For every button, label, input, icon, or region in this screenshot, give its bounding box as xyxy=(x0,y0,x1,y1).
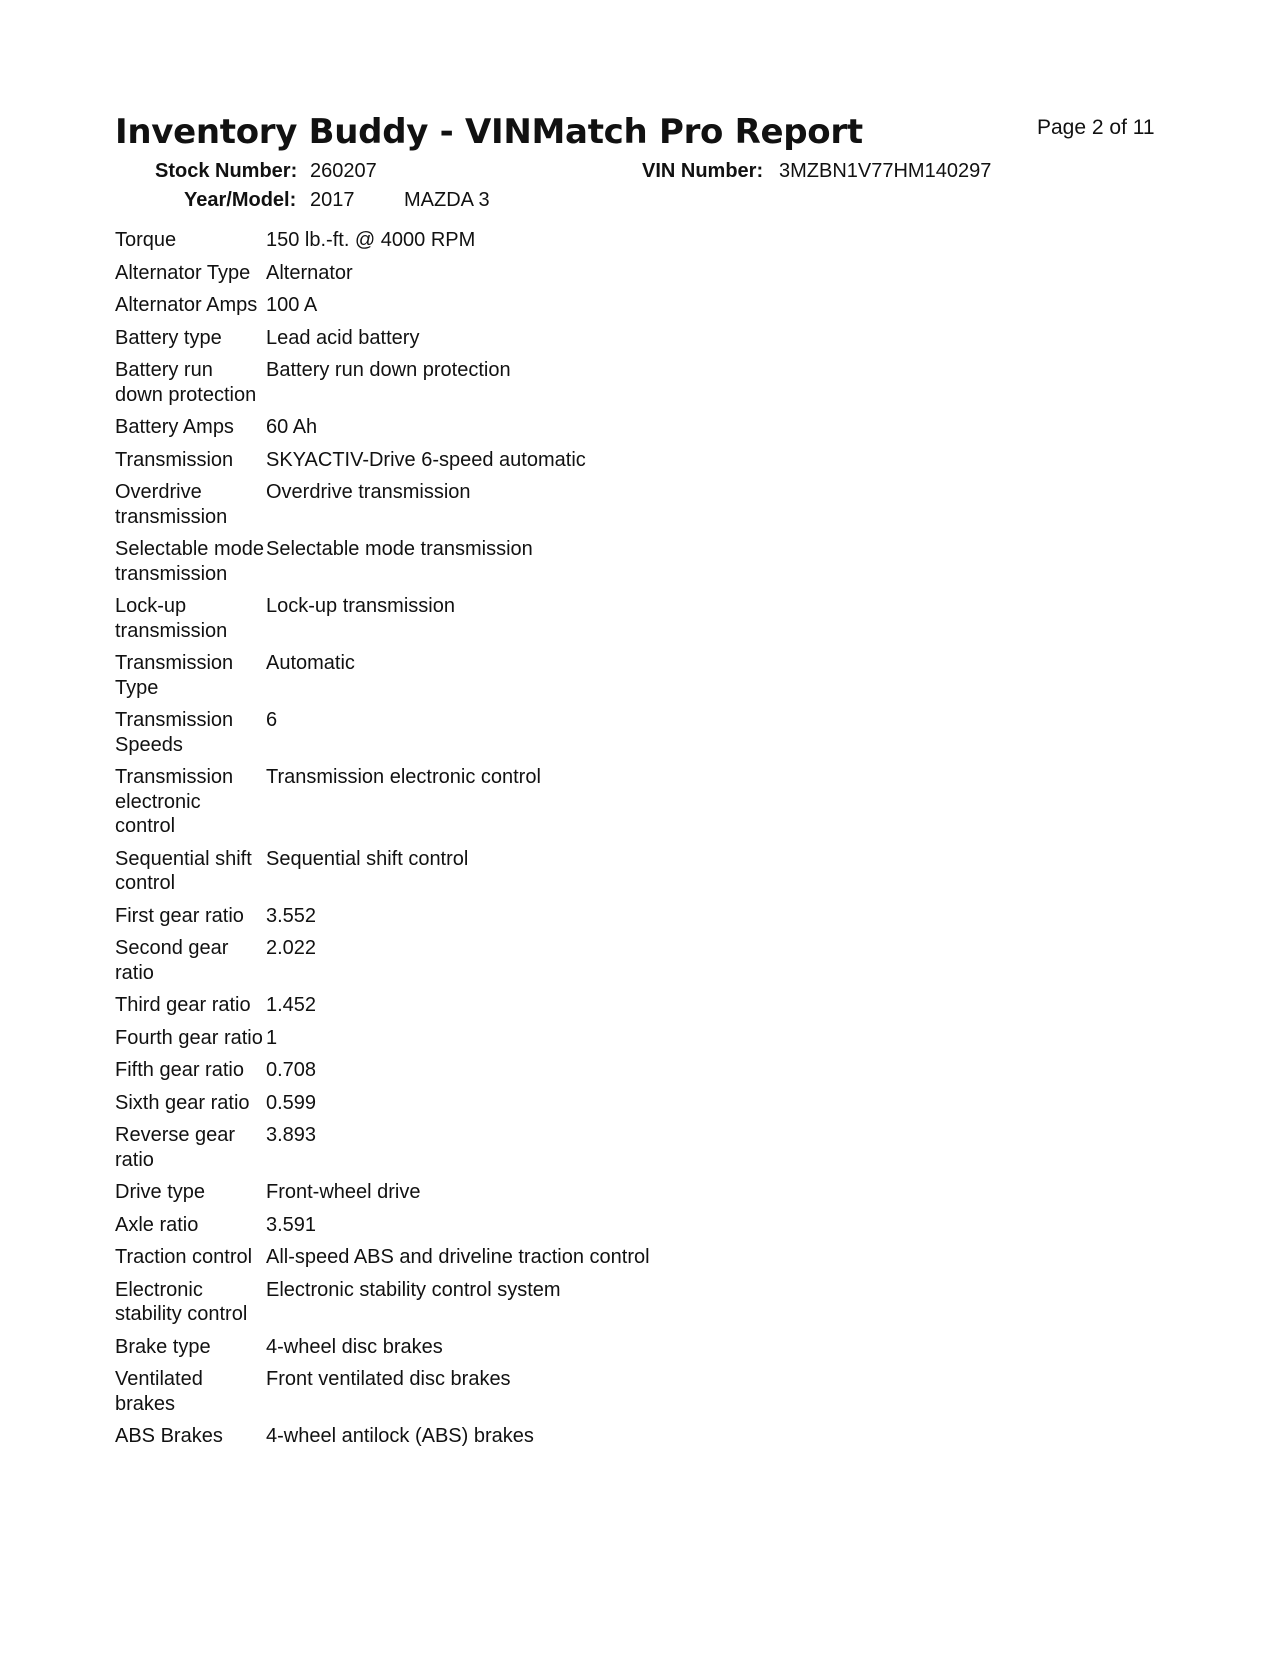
spec-row xyxy=(115,261,755,294)
spec-row xyxy=(115,228,755,261)
spec-value: 0.599 xyxy=(266,1091,317,1114)
spec-value: 0.708 xyxy=(266,1059,317,1081)
spec-value: Automatic xyxy=(266,652,355,674)
spec-name: Reverse gear ratio xyxy=(115,1124,236,1171)
spec-row xyxy=(115,1123,755,1180)
spec-name: Sequential shift control xyxy=(115,847,252,894)
spec-name: Battery type xyxy=(115,326,222,349)
spec-name: Transmission Type xyxy=(115,652,234,699)
spec-value: 3.591 xyxy=(266,1213,317,1236)
spec-row xyxy=(115,1180,755,1213)
spec-value: Lock-up transmission xyxy=(266,595,455,617)
spec-row xyxy=(115,415,755,448)
spec-name: Second gear ratio xyxy=(115,937,229,984)
page-number: Page 2 of 11 xyxy=(1037,116,1155,139)
spec-value: 100 A xyxy=(266,294,318,316)
spec-value: All-speed ABS and driveline traction control xyxy=(266,1246,650,1268)
spec-row xyxy=(115,993,755,1026)
spec-name: Overdrive transmission xyxy=(115,481,228,528)
spec-value: 60 Ah xyxy=(266,416,318,438)
spec-value: Alternator xyxy=(266,261,353,284)
spec-name: Battery Amps xyxy=(115,416,234,438)
spec-value: 3.552 xyxy=(266,904,317,927)
spec-row xyxy=(115,326,755,359)
spec-value: 1.452 xyxy=(266,994,317,1016)
spec-value: Sequential shift control xyxy=(266,847,469,870)
spec-value: Lead acid battery xyxy=(266,326,420,349)
spec-row xyxy=(115,1367,755,1424)
spec-name: ABS Brakes xyxy=(115,1425,223,1447)
vin-number-value: 3MZBN1V77HM140297 xyxy=(779,160,992,182)
spec-row xyxy=(115,765,755,847)
spec-row xyxy=(115,1026,755,1059)
stock-number-label: Stock Number: xyxy=(155,160,298,182)
spec-name: Alternator Amps xyxy=(115,294,258,316)
spec-row xyxy=(115,1245,755,1278)
spec-name: Transmission electronic control xyxy=(115,766,234,837)
spec-value: Overdrive transmission xyxy=(266,481,471,503)
spec-name: Fourth gear ratio xyxy=(115,1026,263,1049)
spec-name: Battery run down protection xyxy=(115,359,257,406)
spec-row xyxy=(115,1424,755,1457)
spec-row xyxy=(115,480,755,537)
spec-value: 4-wheel antilock (ABS) brakes xyxy=(266,1425,534,1447)
spec-value: Electronic stability control system xyxy=(266,1278,561,1301)
spec-name: Transmission Speeds xyxy=(115,709,234,756)
spec-name: Sixth gear ratio xyxy=(115,1091,250,1114)
spec-value: 3.893 xyxy=(266,1124,317,1146)
spec-value: 6 xyxy=(266,709,278,731)
spec-name: Third gear ratio xyxy=(115,994,251,1016)
spec-name: First gear ratio xyxy=(115,904,244,927)
spec-name: Drive type xyxy=(115,1181,206,1203)
spec-value: 150 lb.-ft. @ 4000 RPM xyxy=(266,229,476,251)
spec-name: Fifth gear ratio xyxy=(115,1059,244,1081)
spec-row xyxy=(115,651,755,708)
spec-table xyxy=(115,228,755,1457)
spec-row xyxy=(115,847,755,904)
year-value: 2017 xyxy=(310,189,355,211)
spec-row xyxy=(115,904,755,937)
spec-name: Torque xyxy=(115,229,177,251)
spec-row xyxy=(115,1335,755,1368)
spec-value: 1 xyxy=(266,1026,278,1049)
spec-value: 4-wheel disc brakes xyxy=(266,1335,443,1358)
spec-name: Lock-up transmission xyxy=(115,595,228,642)
spec-name: Axle ratio xyxy=(115,1213,199,1236)
model-value: MAZDA 3 xyxy=(404,189,490,211)
spec-name: Electronic stability control xyxy=(115,1278,248,1325)
spec-value: 2.022 xyxy=(266,937,317,959)
spec-row xyxy=(115,594,755,651)
spec-name: Ventilated brakes xyxy=(115,1368,203,1415)
stock-number-value: 260207 xyxy=(310,160,377,182)
spec-row xyxy=(115,708,755,765)
spec-name: Transmission xyxy=(115,448,234,471)
year-model-label: Year/Model: xyxy=(184,189,297,211)
spec-row xyxy=(115,293,755,326)
spec-row xyxy=(115,448,755,481)
spec-row xyxy=(115,1091,755,1124)
vin-number-label: VIN Number: xyxy=(642,160,764,182)
spec-name: Brake type xyxy=(115,1335,211,1358)
spec-name: Selectable mode transmission xyxy=(115,538,264,585)
spec-value: Front ventilated disc brakes xyxy=(266,1368,511,1390)
spec-name: Traction control xyxy=(115,1246,253,1268)
spec-row xyxy=(115,1058,755,1091)
spec-row xyxy=(115,936,755,993)
report-title: Inventory Buddy - VINMatch Pro Report xyxy=(115,112,863,152)
spec-value: Front-wheel drive xyxy=(266,1181,421,1203)
spec-value: Battery run down protection xyxy=(266,359,511,381)
spec-value: SKYACTIV-Drive 6-speed automatic xyxy=(266,448,586,471)
spec-row xyxy=(115,537,755,594)
spec-row xyxy=(115,1213,755,1246)
spec-name: Alternator Type xyxy=(115,261,251,284)
spec-value: Transmission electronic control xyxy=(266,766,541,788)
spec-table-body xyxy=(115,228,755,1457)
spec-row xyxy=(115,1278,755,1335)
spec-row xyxy=(115,358,755,415)
spec-value: Selectable mode transmission xyxy=(266,538,533,560)
